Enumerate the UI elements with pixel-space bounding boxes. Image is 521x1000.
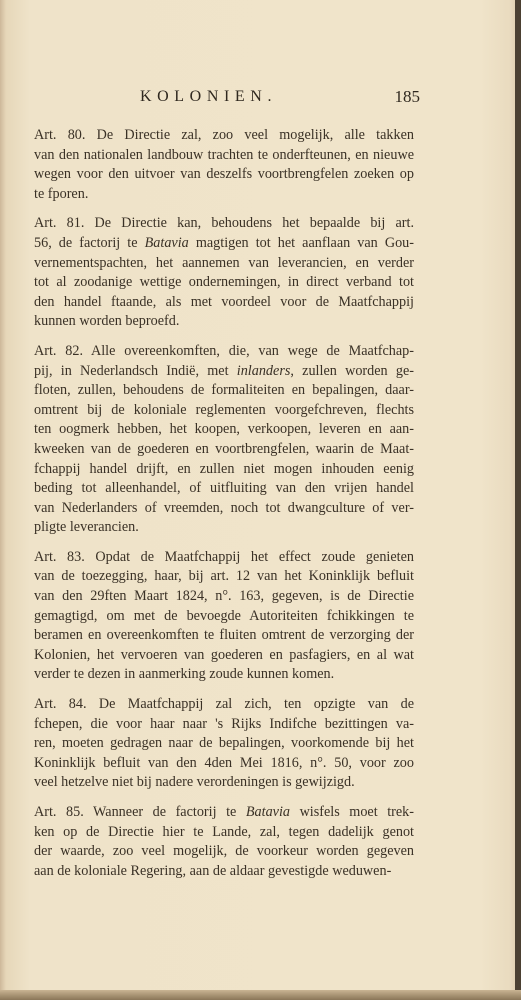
text-line: omtrent bij de koloniale reglementen voorgefchreven, flechts bbox=[34, 401, 414, 418]
italic-word: Batavia bbox=[245, 804, 291, 820]
page-number: 185 bbox=[394, 87, 420, 106]
italic-word: inlanders bbox=[236, 362, 291, 379]
paragraph-art-83 bbox=[34, 548, 414, 685]
text-line: verder te dezen in aanmerking zoude kunnen komen. bbox=[34, 666, 335, 683]
paragraph-art-81 bbox=[34, 214, 414, 332]
text-line: veel hetzelve niet bij nadere verordeningen is gewijzigd. bbox=[34, 774, 355, 791]
running-head bbox=[34, 88, 418, 112]
text-line: van Nederlanders of vreemden, noch tot dwangculture of ver- bbox=[34, 499, 414, 516]
page-bottom-edge bbox=[0, 990, 521, 1000]
body-text bbox=[34, 126, 414, 891]
text-line: wegen voor den uitvoer van deszelfs voortbrengfelen zoeken op bbox=[34, 166, 414, 183]
text-line: kunnen worden beproefd. bbox=[34, 313, 180, 330]
text-line: Art. 80. De Directie zal, zoo veel mogelijk, alle takken bbox=[34, 127, 414, 143]
text-line: Art. 83. Opdat de Maatfchappij het effect zoude genieten bbox=[34, 548, 414, 565]
paragraph-art-82 bbox=[34, 342, 414, 538]
text-line: fchepen, die voor haar naar 's Rijks Indifche bezittingen va- bbox=[34, 715, 414, 732]
text-line: van den 29ften Maart 1824, n°. 163, gegeven, is de Directie bbox=[34, 588, 414, 605]
paragraph-art-85 bbox=[34, 803, 414, 881]
text-line: beding tot alleenhandel, of uitfluiting van den vrijen handel bbox=[34, 480, 414, 497]
text-line: den handel ftaande, als met voordeel voor de Maatfchappij bbox=[34, 293, 414, 310]
text-line: ten oogmerk hebben, het koopen, verkoopen, leveren en aan- bbox=[34, 421, 414, 438]
text-line: van de toezegging, haar, bij art. 12 van het Koninklijk befluit bbox=[34, 568, 414, 585]
text-line: ken op de Directie hier te Lande, zal, tegen dadelijk genot bbox=[34, 823, 414, 840]
text-line: pij, in Nederlandsch Indië, met inlanders, zullen worden ge- bbox=[34, 362, 414, 379]
text-line: Koninklijk befluit van den 4den Mei 1816, n°. 50, voor zoo bbox=[34, 754, 414, 771]
text-line: van den nationalen landbouw trachten te onderfteunen, en nieuwe bbox=[34, 146, 414, 163]
text-line: Art. 81. De Directie kan, behoudens het bepaalde bij art. bbox=[34, 215, 414, 232]
text-line: Art. 82. Alle overeenkomften, die, van wege de Maatfchap- bbox=[34, 342, 414, 359]
paragraph-art-84 bbox=[34, 695, 414, 793]
text-line: ren, moeten gedragen naar de bepalingen, voorkomende bij het bbox=[34, 735, 414, 752]
text-line: te fporen. bbox=[34, 185, 89, 202]
paragraph-art-80 bbox=[34, 126, 414, 204]
italic-word: Batavia bbox=[144, 234, 189, 251]
text-line: beramen en overeenkomften te fluiten omtrent de verzorging der bbox=[34, 627, 414, 644]
text-line: tot al zoodanige wettige ondernemingen, in direct verband tot bbox=[34, 274, 414, 291]
text-line: der waarde, zoo veel mogelijk, de voorkeur worden gegeven bbox=[34, 843, 414, 860]
running-head-title: KOLONIEN. bbox=[140, 88, 278, 105]
page-edge-shadow bbox=[515, 0, 521, 1000]
text-line: aan de koloniale Regering, aan de aldaar gevestigde weduwen- bbox=[34, 862, 392, 879]
text-line: pligte leverancien. bbox=[34, 519, 139, 536]
text-line: floten, zullen, behoudens de formaliteiten en bepalingen, daar- bbox=[34, 382, 414, 399]
text-line: kweeken van de goederen en voortbrengfelen, waarin de Maat- bbox=[34, 440, 414, 457]
text-line: fchappij handel drijft, en zullen niet mogen inhouden eenig bbox=[34, 460, 414, 477]
text-line: Kolonien, het vervoeren van goederen en pasfagiers, en al wat bbox=[34, 646, 414, 663]
text-line: Art. 84. De Maatfchappij zal zich, ten opzigte van de bbox=[34, 696, 414, 713]
text-line: gemagtigd, om met de bevoegde Autoriteiten fchikkingen te bbox=[34, 607, 414, 624]
text-line: vernementspachten, het aannemen van leverancien, en verder bbox=[34, 254, 414, 271]
text-line: 56, de factorij te Batavia magtigen tot het aanflaan van Gou- bbox=[34, 234, 414, 251]
text-line: Art. 85. Wanneer de factorij te Batavia wisfels moet trek- bbox=[34, 804, 414, 820]
